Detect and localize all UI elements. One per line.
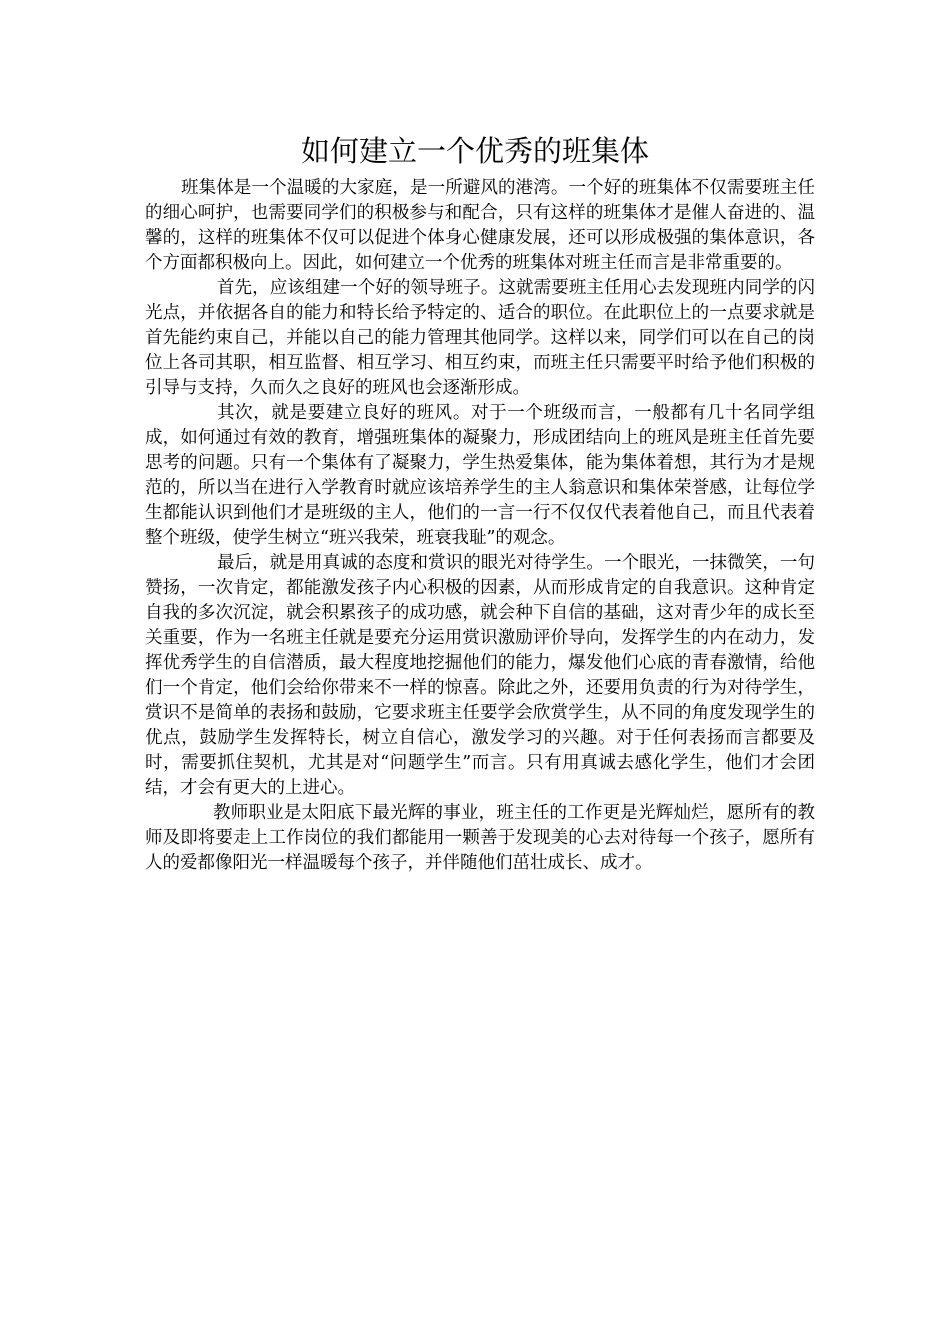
paragraph-third-point: 最后，就是用真诚的态度和赏识的眼光对待学生。一个眼光，一抹微笑，一句赞扬，一次肯定，都能激发孩子内心积极的因素，从而形成肯定的自我意识。这种肯定自我的多次沉淀，就会积累孩子的成功感，就会种下自信的基础，这对青少年的成长至关重要，作为一名班主任就是要充分运用赏识激励评价导向，发挥学生的内在动力，发挥优秀学生的自信潜质，最大程度地挖掘他们的能力，爆发他们心底的青春激情，给他们一个肯定，他们会给你带来不一样的惊喜。除此之外，还要用负责的行为对待学生，赏识不是简单的表扬和鼓励，它要求班主任要学会欣赏学生，从不同的角度发现学生的优点，鼓励学生发挥特长，树立自信心，激发学习的兴趣。对于任何表扬而言都要及时，需要抓住契机，尤其是对“问题学生”而言。只有用真诚去感化学生，他们才会团结，才会有更大的上进心。 — [145, 553, 815, 798]
paragraph-second-point: 其次，就是要建立良好的班风。对于一个班级而言，一般都有几十名同学组成，如何通过有效的教育，增强班集体的凝聚力，形成团结向上的班风是班主任首先要思考的问题。只有一个集体有了凝聚力，学生热爱集体，能为集体着想，其行为才是规范的，所以当在进行入学教育时就应该培养学生的主人翁意识和集体荣誉感，让每位学生都能认识到他们才是班级的主人，他们的一言一行不仅仅代表着他自己，而且代表着整个班级，使学生树立“班兴我荣，班衰我耻”的观念。 — [145, 403, 815, 548]
document-body — [145, 176, 815, 876]
paragraph-conclusion: 教师职业是太阳底下最光辉的事业，班主任的工作更是光辉灿烂，愿所有的教师及即将要走上工作岗位的我们都能用一颗善于发现美的心去对待每一个孩子，愿所有人的爱都像阳光一样温暖每个孩子，并伴随他们茁壮成长、成才。 — [145, 803, 815, 873]
document-title: 如何建立一个优秀的班集体 — [300, 134, 649, 168]
paragraph-intro: 班集体是一个温暖的大家庭，是一所避风的港湾。一个好的班集体不仅需要班主任的细心呵护，也需要同学们的积极参与和配合，只有这样的班集体才是催人奋进的、温馨的，这样的班集体不仅可以促进个体身心健康发展，还可以形成极强的集体意识，各个方面都积极向上。因此，如何建立一个优秀的班集体对班主任而言是非常重要的。 — [145, 178, 815, 273]
paragraph-first-point: 首先，应该组建一个好的领导班子。这就需要班主任用心去发现班内同学的闪光点，并依据各自的能力和特长给予特定的、适合的职位。在此职位上的一点要求就是首先能约束自己，并能以自己的能力管理其他同学。这样以来，同学们可以在自己的岗位上各司其职，相互监督、相互学习、相互约束，而班主任只需要平时给予他们积极的引导与支持，久而久之良好的班风也会逐渐形成。 — [145, 278, 815, 398]
